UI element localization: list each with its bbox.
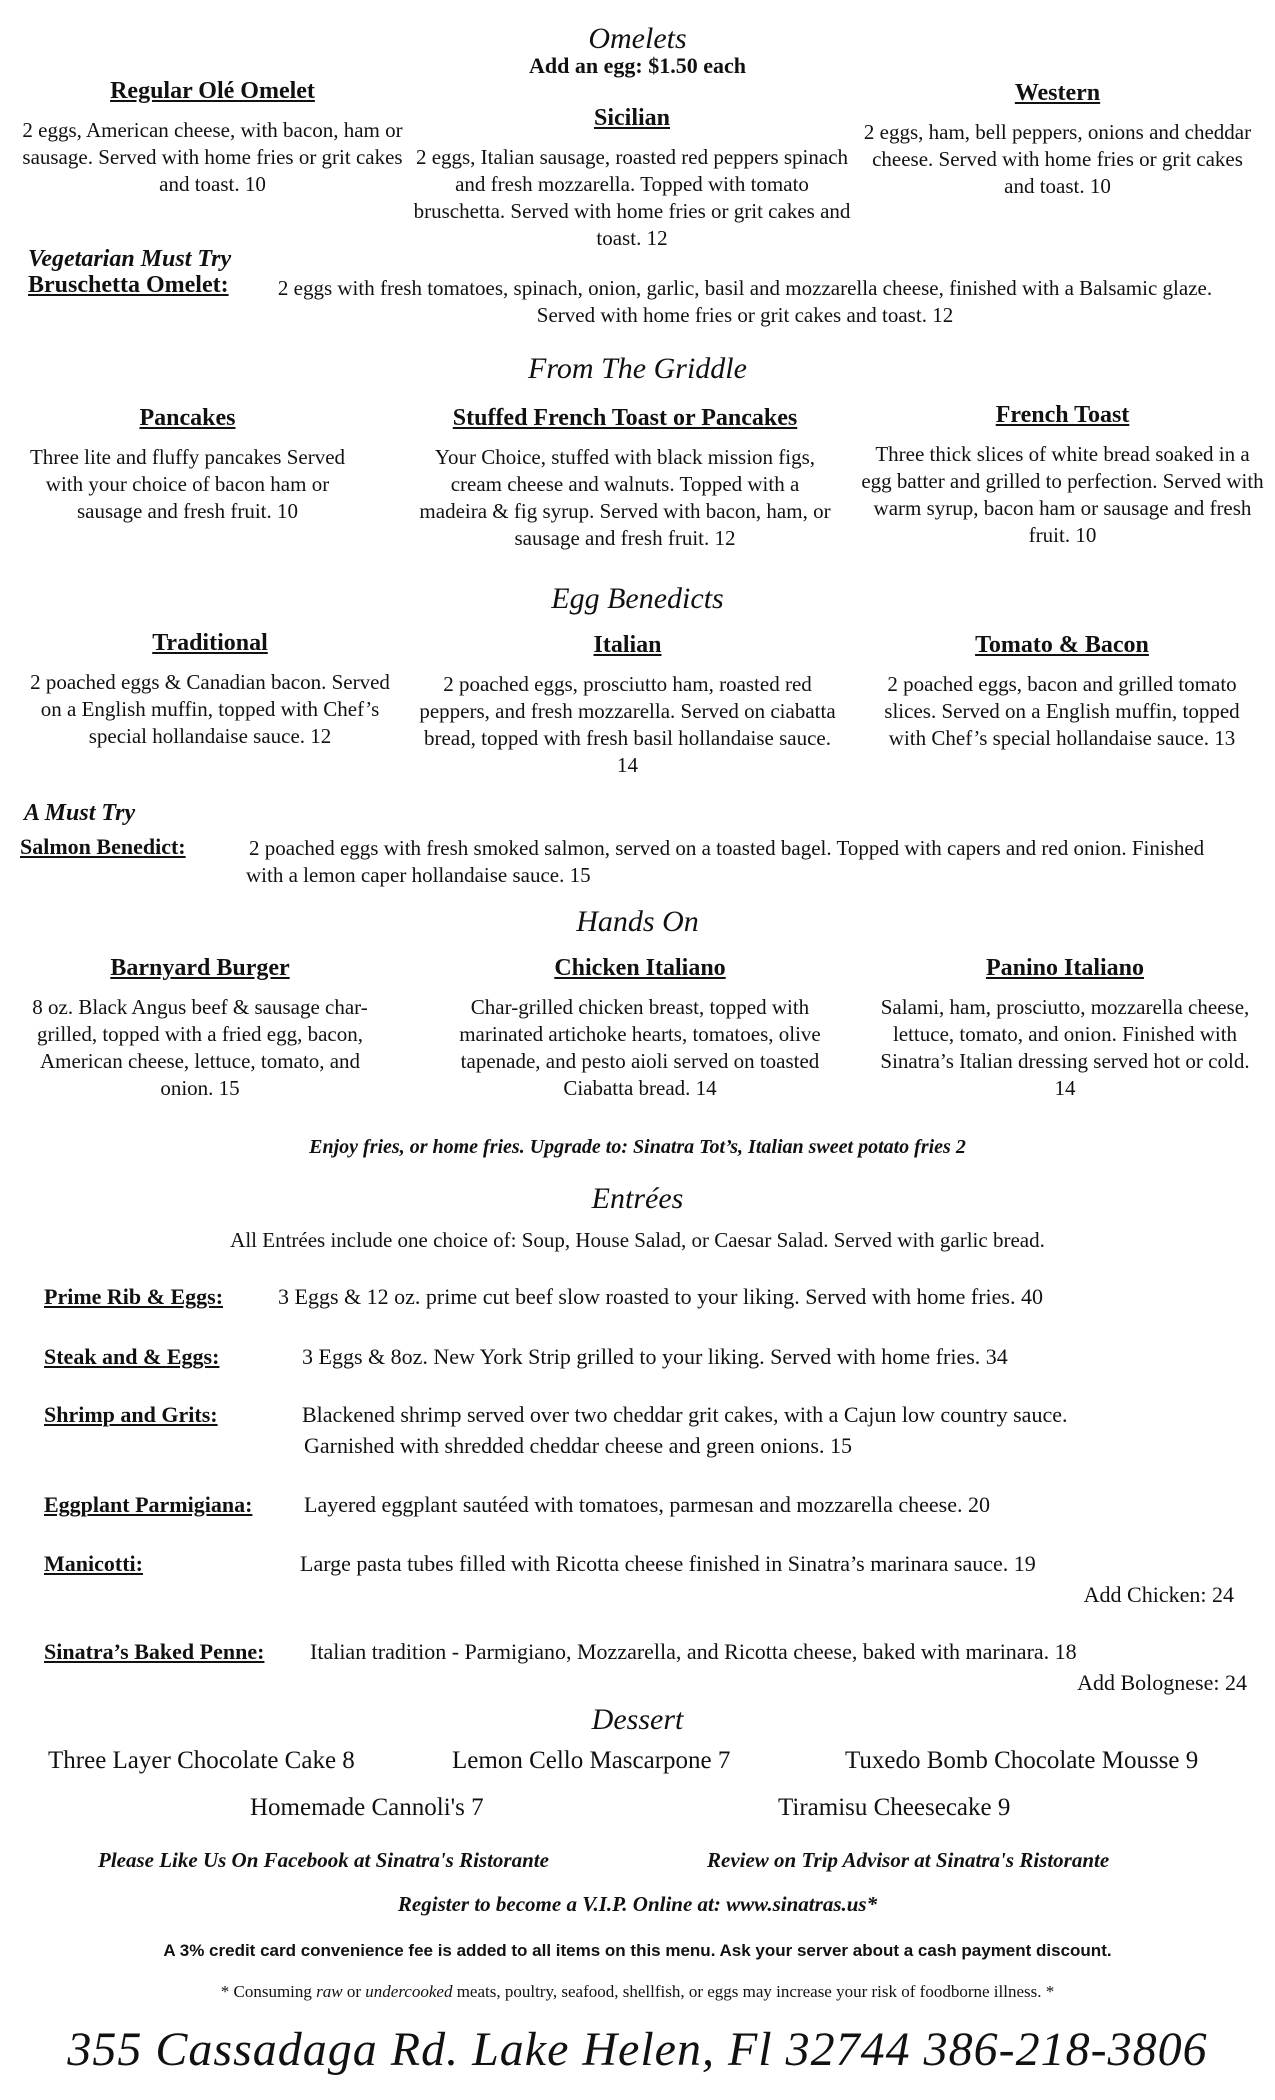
entrees-subtitle: All Entrées include one choice of: Soup, House Salad, or Caesar Salad. Served with garlic bread. [230,1228,1045,1252]
feature-desc-salmon: 2 poached eggs with fresh smoked salmon, served on a toasted bagel. Topped with capers and red onion. Finished with a lemon caper hollandaise sauce. 15 [246,836,1205,887]
entree-shrimp-grits [44,1400,1244,1462]
item-desc: 2 poached eggs, bacon and grilled tomato slices. Served on a English muffin, topped with Chef’s special hollandaise sauce. 13 [884,672,1240,750]
entree-addon: Add Bolognese: 24 [1077,1670,1247,1695]
menu-item-panino-italiano [870,955,1260,1102]
credit-card-fee-notice: A 3% credit card convenience fee is added to all items on this menu. Ask your server about a cash payment discount. [163,1941,1112,1960]
item-name: Panino Italiano [985,955,1145,981]
feature-tag-must-try: A Must Try [24,800,136,826]
menu-item-french-toast [860,402,1265,549]
entree-prime-rib [44,1282,1244,1314]
menu-item-barnyard-burger [15,955,385,1102]
item-desc: Your Choice, stuffed with black mission figs, cream cheese and walnuts. Topped with a madeira & fig syrup. Served with bacon, ham, or sausage and fresh fruit. 12 [419,445,831,550]
warning-undercooked: undercooked [365,1982,453,2001]
entree-desc: Blackened shrimp served over two cheddar grit cakes, with a Cajun low country sauce. [302,1402,1068,1427]
menu-item-regular-ole-omelet [15,78,410,198]
facebook-link[interactable]: Please Like Us On Facebook at Sinatra's Ristorante [98,1848,549,1872]
entree-desc: Large pasta tubes filled with Ricotta cheese finished in Sinatra’s marinara sauce. 19 [300,1551,1036,1576]
hands-on-title: Hands On [576,905,699,938]
entree-baked-penne [44,1637,1247,1699]
fries-note: Enjoy fries, or home fries. Upgrade to: Sinatra Tot’s, Italian sweet potato fries 2 [309,1136,966,1158]
item-name: Pancakes [139,405,236,431]
warning-pre: * Consuming [220,1982,317,2001]
tripadvisor-link[interactable]: Review on Trip Advisor at Sinatra's Ristorante [707,1848,1110,1872]
entree-desc: Italian tradition - Parmigiano, Mozzarella, and Ricotta cheese, baked with marinara. 18 [310,1639,1077,1664]
menu-item-western [855,80,1260,200]
item-name: Barnyard Burger [110,955,290,981]
menu-item-sicilian [412,105,852,252]
entree-desc-2: Garnished with shredded cheddar cheese and green onions. 15 [304,1433,852,1458]
entree-name: Shrimp and Grits: [44,1402,218,1427]
vip-register-link[interactable]: Register to become a V.I.P. Online at: www.sinatras.us* [397,1892,878,1916]
item-desc: Salami, ham, prosciutto, mozzarella cheese, lettuce, tomato, and onion. Finished with Sinatra’s Italian dressing served hot or cold. 14 [880,995,1250,1100]
foodborne-warning [0,1982,1275,2002]
entree-desc: Layered eggplant sautéed with tomatoes, parmesan and mozzarella cheese. 20 [304,1492,990,1517]
warning-post: meats, poultry, seafood, shellfish, or eggs may increase your risk of foodborne illness. * [452,1982,1055,2001]
item-desc: 2 eggs, Italian sausage, roasted red peppers spinach and fresh mozzarella. Topped with tomato bruschetta. Served with home fries or grit cakes and toast. 12 [413,145,851,250]
griddle-title: From The Griddle [528,352,747,385]
item-desc: Char-grilled chicken breast, topped with marinated artichoke hearts, tomatoes, olive tapenade, and pesto aioli served on toasted Ciabatta bread. 14 [459,995,821,1100]
menu-item-italian-benedict [415,632,840,779]
item-name: Tomato & Bacon [975,632,1149,658]
entree-name: Eggplant Parmigiana: [44,1492,253,1517]
entrees-title: Entrées [591,1182,684,1215]
entree-name: Steak and & Eggs: [44,1344,220,1369]
warning-or: or [342,1982,366,2001]
dessert-item: Three Layer Chocolate Cake 8 [48,1747,355,1774]
item-desc: 2 eggs, ham, bell peppers, onions and cheddar cheese. Served with home fries or grit cakes and toast. 10 [863,120,1252,198]
menu-item-chicken-italiano [425,955,855,1102]
item-name: Traditional [152,630,268,656]
omelets-subtitle: Add an egg: $1.50 each [529,53,746,78]
item-desc: 2 eggs, American cheese, with bacon, ham or sausage. Served with home fries or grit cakes and toast. 10 [22,118,403,196]
item-desc: 2 poached eggs, prosciutto ham, roasted red peppers, and fresh mozzarella. Served on ciabatta bread, topped with fresh basil hollandaise sauce. 14 [419,672,836,777]
item-name: Sicilian [593,105,671,131]
entree-manicotti [44,1549,1244,1611]
dessert-item: Tiramisu Cheesecake 9 [778,1794,1011,1821]
dessert-item: Tuxedo Bomb Chocolate Mousse 9 [845,1747,1199,1774]
entree-desc: 3 Eggs & 8oz. New York Strip grilled to your liking. Served with home fries. 34 [302,1344,1008,1369]
menu-item-pancakes [15,405,360,525]
item-desc: Three thick slices of white bread soaked in a egg batter and grilled to perfection. Served with warm syrup, bacon ham or sausage and fresh fruit. 10 [861,442,1264,547]
item-desc: Three lite and fluffy pancakes Served with your choice of bacon ham or sausage and fresh fruit. 10 [29,445,346,523]
benedicts-title: Egg Benedicts [551,582,724,615]
feature-desc-bruschetta [275,275,1215,329]
feature-name-salmon: Salmon Benedict: [20,834,186,859]
dessert-item: Lemon Cello Mascarpone 7 [452,1747,731,1774]
menu-item-tomato-bacon [872,632,1252,752]
menu-item-traditional [25,630,395,750]
feature-desc-text: 2 eggs with fresh tomatoes, spinach, onion, garlic, basil and mozzarella cheese, finished with a Balsamic glaze. Served with home fries or grit cakes and toast. 12 [277,276,1213,327]
item-name: French Toast [995,402,1130,428]
restaurant-address-phone: 355 Cassadaga Rd. Lake Helen, Fl 32744 386-218-3806 [67,2023,1208,2076]
dessert-title: Dessert [591,1703,684,1736]
warning-raw: raw [316,1982,343,2001]
dessert-item: Homemade Cannoli's 7 [250,1794,484,1821]
entree-eggplant [44,1490,1244,1522]
item-name: Western [1014,80,1101,106]
entree-name: Manicotti: [44,1551,143,1576]
omelets-title: Omelets [588,22,687,55]
entree-desc: 3 Eggs & 12 oz. prime cut beef slow roasted to your liking. Served with home fries. 40 [278,1284,1043,1309]
feature-name-bruschetta: Bruschetta Omelet: [28,272,229,298]
entree-name: Prime Rib & Eggs: [44,1284,224,1309]
item-name: Italian [593,632,662,658]
menu-item-stuffed-french-toast [395,405,855,552]
feature-tag-vegetarian: Vegetarian Must Try [28,246,232,272]
entree-steak-eggs [44,1342,1244,1374]
item-desc: 8 oz. Black Angus beef & sausage char-grilled, topped with a fried egg, bacon, American cheese, lettuce, tomato, and onion. 15 [32,995,368,1100]
item-name: Chicken Italiano [554,955,726,981]
item-desc: 2 poached eggs & Canadian bacon. Served on a English muffin, topped with Chef’s special hollandaise sauce. 12 [30,670,390,748]
entree-addon: Add Chicken: 24 [1083,1582,1234,1607]
item-name: Stuffed French Toast or Pancakes [452,405,798,431]
entree-name: Sinatra’s Baked Penne: [44,1639,265,1664]
item-name: Regular Olé Omelet [110,78,315,104]
